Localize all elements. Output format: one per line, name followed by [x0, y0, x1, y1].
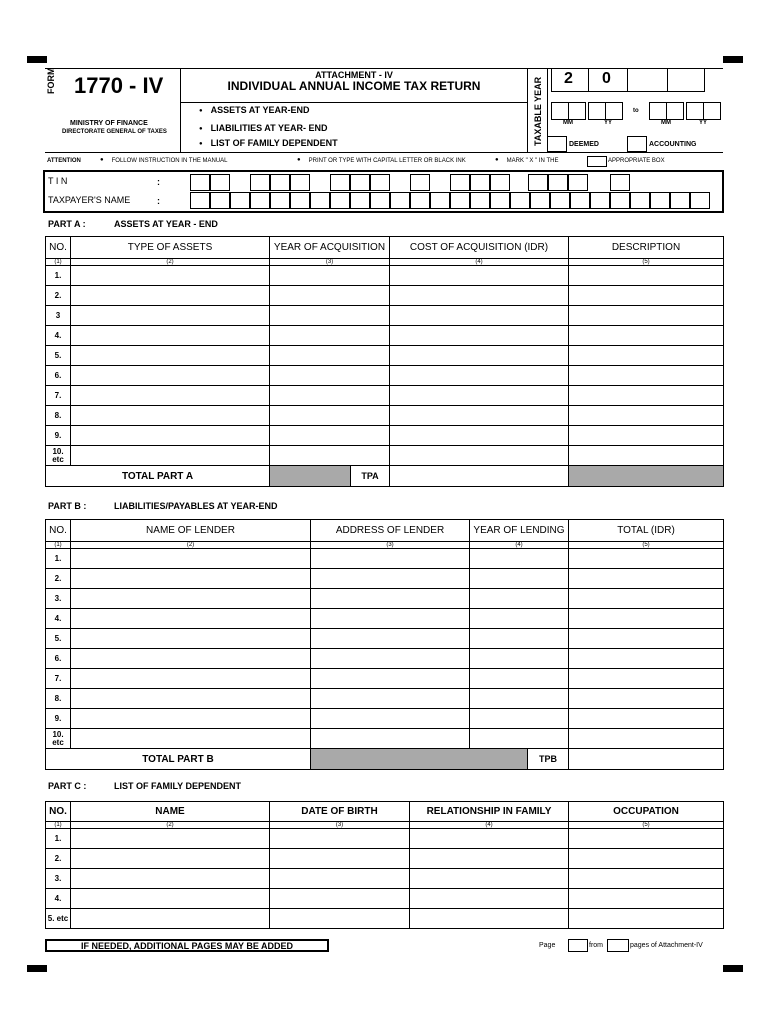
period-start-mm-box[interactable] — [551, 102, 569, 120]
year-digit-box[interactable] — [627, 68, 668, 92]
form-title: INDIVIDUAL ANNUAL INCOME TAX RETURN — [227, 79, 481, 93]
row-number: 9. — [46, 709, 71, 729]
tin-label: T I N — [48, 176, 68, 186]
table-row — [46, 366, 724, 386]
table-row — [46, 729, 724, 749]
table-row — [46, 829, 724, 849]
bullet-dependents: ● LIST OF FAMILY DEPENDENT — [199, 138, 338, 148]
table-cell[interactable] — [390, 326, 569, 346]
row-number: 8. — [46, 406, 71, 426]
name-char-box[interactable] — [650, 192, 670, 209]
tin-digit-box[interactable] — [450, 174, 470, 191]
table-cell[interactable] — [71, 689, 311, 709]
table-cell[interactable] — [390, 446, 569, 466]
table-cell[interactable] — [569, 889, 724, 909]
table-cell[interactable] — [569, 709, 724, 729]
attachment-label: ATTACHMENT - IV — [315, 70, 393, 80]
name-char-box[interactable] — [270, 192, 290, 209]
pages-of-label: pages of Attachment-IV — [630, 942, 703, 949]
table-cell[interactable] — [470, 729, 569, 749]
name-char-box[interactable] — [230, 192, 250, 209]
table-cell[interactable] — [270, 366, 390, 386]
table-cell[interactable] — [270, 909, 410, 929]
name-char-box[interactable] — [470, 192, 490, 209]
table-cell[interactable] — [71, 909, 270, 929]
registration-mark — [27, 965, 47, 972]
col-header-year-of-acquisition: YEAR OF ACQUISITION — [270, 237, 390, 259]
name-char-box[interactable] — [390, 192, 410, 209]
table-cell[interactable] — [470, 709, 569, 729]
table-cell[interactable] — [470, 569, 569, 589]
table-cell[interactable] — [311, 549, 470, 569]
table-cell[interactable] — [569, 426, 724, 446]
table-cell[interactable] — [311, 649, 470, 669]
total-part-b-value[interactable] — [569, 749, 724, 770]
table-cell[interactable] — [270, 869, 410, 889]
taxable-year-label: TAXABLE YEAR — [533, 76, 543, 146]
taxpayer-name-label: TAXPAYER'S NAME — [48, 195, 131, 205]
year-digit-box[interactable] — [667, 68, 705, 92]
table-row — [46, 386, 724, 406]
table-row — [46, 909, 724, 929]
table-cell[interactable] — [270, 446, 390, 466]
col-number: (4) — [470, 542, 569, 549]
row-number: 5. — [46, 629, 71, 649]
part-a-title: ASSETS AT YEAR - END — [114, 219, 218, 229]
row-number: 4. — [46, 609, 71, 629]
table-cell[interactable] — [311, 589, 470, 609]
header-divider — [180, 102, 527, 103]
table-cell[interactable] — [410, 829, 569, 849]
col-number: (3) — [311, 542, 470, 549]
table-cell[interactable] — [71, 266, 270, 286]
table-cell[interactable] — [390, 386, 569, 406]
name-char-box[interactable] — [630, 192, 650, 209]
table-cell[interactable] — [470, 629, 569, 649]
table-cell[interactable] — [390, 406, 569, 426]
col-number: (2) — [71, 822, 270, 829]
row-number: 6. — [46, 649, 71, 669]
table-row — [46, 549, 724, 569]
table-row — [46, 286, 724, 306]
table-cell[interactable] — [390, 286, 569, 306]
accounting-checkbox[interactable] — [627, 136, 647, 152]
table-cell[interactable] — [270, 829, 410, 849]
period-start-yy-box[interactable] — [605, 102, 623, 120]
table-row — [46, 849, 724, 869]
deemed-checkbox[interactable] — [547, 136, 567, 152]
col-number: (1) — [46, 542, 71, 549]
table-cell[interactable] — [569, 326, 724, 346]
tin-digit-box[interactable] — [350, 174, 370, 191]
tin-digit-box[interactable] — [610, 174, 630, 191]
table-row — [46, 326, 724, 346]
part-c-title: LIST OF FAMILY DEPENDENT — [114, 781, 242, 791]
table-cell[interactable] — [569, 909, 724, 929]
col-header-date-of-birth: DATE OF BIRTH — [270, 802, 410, 822]
col-header-cost-of-acquisition: COST OF ACQUISITION (IDR) — [390, 237, 569, 259]
period-end-yy-box[interactable] — [703, 102, 721, 120]
tin-digit-box[interactable] — [568, 174, 588, 191]
table-row — [46, 589, 724, 609]
col-number: (3) — [270, 822, 410, 829]
attention-item: ● FOLLOW INSTRUCTION IN THE MANUAL — [100, 158, 228, 164]
table-cell[interactable] — [470, 589, 569, 609]
table-cell[interactable] — [71, 709, 311, 729]
table-cell[interactable] — [311, 689, 470, 709]
col-number: (3) — [270, 259, 390, 266]
row-number: 9. — [46, 426, 71, 446]
table-row — [46, 346, 724, 366]
col-number: (5) — [569, 259, 724, 266]
table-cell[interactable] — [71, 609, 311, 629]
table-cell[interactable] — [470, 669, 569, 689]
col-number: (2) — [71, 542, 311, 549]
name-char-box[interactable] — [450, 192, 470, 209]
name-char-box[interactable] — [690, 192, 710, 209]
table-cell[interactable] — [569, 406, 724, 426]
period-start-mm-box[interactable] — [568, 102, 586, 120]
liabilities-table — [45, 519, 724, 770]
total-part-a-value[interactable] — [390, 466, 569, 487]
col-header-no: NO. — [46, 237, 71, 259]
table-cell[interactable] — [410, 909, 569, 929]
row-number: 6. — [46, 366, 71, 386]
table-cell[interactable] — [390, 366, 569, 386]
table-row — [46, 266, 724, 286]
table-row — [46, 669, 724, 689]
row-number: 10. etc — [46, 729, 71, 749]
table-cell[interactable] — [470, 689, 569, 709]
table-cell[interactable] — [569, 849, 724, 869]
sample-checkbox — [587, 156, 607, 167]
table-row — [46, 649, 724, 669]
registration-mark — [723, 56, 743, 63]
table-cell[interactable] — [569, 549, 724, 569]
col-header-no: NO. — [46, 520, 71, 542]
table-row — [46, 689, 724, 709]
tin-digit-box[interactable] — [210, 174, 230, 191]
table-cell[interactable] — [71, 889, 270, 909]
table-row — [46, 426, 724, 446]
tin-digit-box[interactable] — [250, 174, 270, 191]
col-number: (5) — [569, 822, 724, 829]
table-cell[interactable] — [270, 406, 390, 426]
name-char-box[interactable] — [250, 192, 270, 209]
registration-mark — [723, 965, 743, 972]
shaded-cell — [311, 749, 528, 769]
name-char-box[interactable] — [350, 192, 370, 209]
assets-table — [45, 236, 724, 487]
additional-pages-note: IF NEEDED, ADDITIONAL PAGES MAY BE ADDED — [45, 939, 329, 952]
from-label: from — [589, 942, 603, 949]
col-number: (1) — [46, 822, 71, 829]
name-char-box[interactable] — [410, 192, 430, 209]
table-cell[interactable] — [569, 386, 724, 406]
table-row — [46, 869, 724, 889]
accounting-label: ACCOUNTING — [649, 141, 697, 148]
table-cell[interactable] — [71, 426, 270, 446]
table-cell[interactable] — [71, 829, 270, 849]
page-number-box[interactable] — [568, 939, 588, 952]
table-row — [46, 569, 724, 589]
row-number: 4. — [46, 326, 71, 346]
row-number: 1. — [46, 266, 71, 286]
table-cell[interactable] — [71, 306, 270, 326]
total-part-a-label: TOTAL PART A — [46, 466, 270, 487]
col-header-description: DESCRIPTION — [569, 237, 724, 259]
table-cell[interactable] — [270, 386, 390, 406]
table-cell[interactable] — [71, 386, 270, 406]
table-cell[interactable] — [390, 266, 569, 286]
part-b-title: LIABILITIES/PAYABLES AT YEAR-END — [114, 501, 278, 511]
table-row — [46, 889, 724, 909]
tpb-code: TPB — [539, 754, 557, 764]
row-number: 3 — [46, 306, 71, 326]
table-row — [46, 709, 724, 729]
table-cell[interactable] — [470, 549, 569, 569]
table-row — [46, 609, 724, 629]
table-cell[interactable] — [569, 669, 724, 689]
mm-label: MM — [661, 120, 671, 126]
part-b-code: PART B : — [48, 501, 87, 511]
table-cell[interactable] — [270, 426, 390, 446]
attention-item: APPROPRIATE BOX — [608, 158, 665, 164]
col-number: (4) — [390, 259, 569, 266]
tin-digit-box[interactable] — [270, 174, 290, 191]
table-cell[interactable] — [470, 609, 569, 629]
col-header-year-of-lending: YEAR OF LENDING — [470, 520, 569, 542]
shaded-cell — [569, 466, 724, 487]
col-header-total: TOTAL (IDR) — [569, 520, 724, 542]
table-cell[interactable] — [71, 729, 311, 749]
bullet-liabilities: ● LIABILITIES AT YEAR- END — [199, 123, 327, 133]
table-cell[interactable] — [569, 286, 724, 306]
period-end-mm-box[interactable] — [649, 102, 667, 120]
table-cell[interactable] — [311, 629, 470, 649]
table-cell[interactable] — [71, 366, 270, 386]
col-header-name-of-lender: NAME OF LENDER — [71, 520, 311, 542]
directorate-name: DIRECTORATE GENERAL OF TAXES — [62, 129, 167, 135]
table-cell[interactable] — [71, 326, 270, 346]
row-number: 3. — [46, 869, 71, 889]
table-cell[interactable] — [71, 669, 311, 689]
table-cell[interactable] — [410, 849, 569, 869]
table-cell[interactable] — [71, 406, 270, 426]
table-cell[interactable] — [311, 729, 470, 749]
tin-digit-box[interactable] — [490, 174, 510, 191]
name-char-box[interactable] — [330, 192, 350, 209]
bullet-assets: ● ASSETS AT YEAR-END — [199, 105, 309, 115]
name-colon: : — [157, 196, 160, 206]
row-number: 2. — [46, 286, 71, 306]
table-cell[interactable] — [569, 629, 724, 649]
table-cell[interactable] — [270, 306, 390, 326]
row-number: 7. — [46, 386, 71, 406]
table-cell[interactable] — [569, 829, 724, 849]
table-cell[interactable] — [569, 306, 724, 326]
total-part-b-label: TOTAL PART B — [46, 749, 311, 770]
row-number: 4. — [46, 889, 71, 909]
name-char-box[interactable] — [550, 192, 570, 209]
col-header-name: NAME — [71, 802, 270, 822]
row-number: 1. — [46, 829, 71, 849]
table-cell[interactable] — [569, 589, 724, 609]
row-number: 10. etc — [46, 446, 71, 466]
row-number: 2. — [46, 569, 71, 589]
attention-label: ATTENTION — [47, 158, 81, 164]
name-char-box[interactable] — [610, 192, 630, 209]
table-cell[interactable] — [71, 569, 311, 589]
period-end-mm-box[interactable] — [666, 102, 684, 120]
row-number: 1. — [46, 549, 71, 569]
yy-label: YY — [699, 120, 708, 126]
name-char-box[interactable] — [210, 192, 230, 209]
col-number: (4) — [410, 822, 569, 829]
table-cell[interactable] — [390, 426, 569, 446]
name-char-box[interactable] — [310, 192, 330, 209]
name-char-box[interactable] — [190, 192, 210, 209]
table-row — [46, 406, 724, 426]
table-cell[interactable] — [71, 869, 270, 889]
table-cell[interactable] — [270, 889, 410, 909]
col-header-address-of-lender: ADDRESS OF LENDER — [311, 520, 470, 542]
ministry-name: MINISTRY OF FINANCE — [70, 120, 148, 127]
tin-digit-box[interactable] — [548, 174, 568, 191]
tin-digit-box[interactable] — [410, 174, 430, 191]
table-cell[interactable] — [569, 869, 724, 889]
table-cell[interactable] — [569, 689, 724, 709]
table-cell[interactable] — [311, 609, 470, 629]
yy-label: YY — [604, 120, 613, 126]
table-row — [46, 629, 724, 649]
name-char-box[interactable] — [530, 192, 550, 209]
year-digit: 0 — [602, 70, 611, 87]
table-cell[interactable] — [569, 346, 724, 366]
name-char-box[interactable] — [370, 192, 390, 209]
period-end-yy-box[interactable] — [686, 102, 704, 120]
table-cell[interactable] — [569, 569, 724, 589]
dependents-table — [45, 801, 724, 929]
tin-digit-box[interactable] — [330, 174, 350, 191]
page-label: Page — [539, 942, 556, 949]
registration-mark — [27, 56, 47, 63]
col-header-no: NO. — [46, 802, 71, 822]
table-cell[interactable] — [390, 306, 569, 326]
form-number: 1770 - IV — [74, 73, 164, 98]
name-char-box[interactable] — [290, 192, 310, 209]
table-cell[interactable] — [569, 446, 724, 466]
table-cell[interactable] — [410, 869, 569, 889]
table-cell[interactable] — [390, 346, 569, 366]
row-number: 7. — [46, 669, 71, 689]
tpa-code: TPA — [361, 471, 379, 481]
table-cell[interactable] — [569, 649, 724, 669]
part-c-code: PART C : — [48, 781, 87, 791]
table-cell[interactable] — [71, 849, 270, 869]
part-a-code: PART A : — [48, 219, 86, 229]
col-header-occupation: OCCUPATION — [569, 802, 724, 822]
col-number: (5) — [569, 542, 724, 549]
table-cell[interactable] — [71, 346, 270, 366]
table-cell[interactable] — [71, 446, 270, 466]
tin-digit-box[interactable] — [290, 174, 310, 191]
table-cell[interactable] — [569, 729, 724, 749]
table-row — [46, 306, 724, 326]
table-cell[interactable] — [71, 589, 311, 609]
attention-item: ● MARK " X " IN THE — [495, 158, 558, 164]
table-cell[interactable] — [270, 326, 390, 346]
name-char-box[interactable] — [570, 192, 590, 209]
table-cell[interactable] — [569, 609, 724, 629]
col-number: (1) — [46, 259, 71, 266]
total-pages-box[interactable] — [607, 939, 629, 952]
row-number: 3. — [46, 589, 71, 609]
attention-item: ● PRINT OR TYPE WITH CAPITAL LETTER OR BLACK INK — [297, 158, 466, 164]
table-cell[interactable] — [71, 649, 311, 669]
name-char-box[interactable] — [490, 192, 510, 209]
table-cell[interactable] — [71, 629, 311, 649]
name-char-box[interactable] — [590, 192, 610, 209]
col-header-relationship: RELATIONSHIP IN FAMILY — [410, 802, 569, 822]
row-number: 5. etc — [46, 909, 71, 929]
tin-digit-box[interactable] — [370, 174, 390, 191]
table-cell[interactable] — [270, 849, 410, 869]
table-cell[interactable] — [71, 549, 311, 569]
row-number: 5. — [46, 346, 71, 366]
name-char-box[interactable] — [430, 192, 450, 209]
table-cell[interactable] — [410, 889, 569, 909]
table-cell[interactable] — [71, 286, 270, 306]
name-char-box[interactable] — [670, 192, 690, 209]
form-label: FORM — [46, 67, 56, 94]
table-cell[interactable] — [569, 366, 724, 386]
table-cell[interactable] — [569, 266, 724, 286]
row-number: 2. — [46, 849, 71, 869]
table-cell[interactable] — [270, 266, 390, 286]
to-label: to — [633, 108, 639, 114]
table-cell[interactable] — [470, 649, 569, 669]
table-cell[interactable] — [270, 346, 390, 366]
deemed-label: DEEMED — [569, 141, 599, 148]
year-digit: 2 — [564, 70, 573, 87]
row-number: 8. — [46, 689, 71, 709]
table-cell[interactable] — [270, 286, 390, 306]
period-start-yy-box[interactable] — [588, 102, 606, 120]
table-cell[interactable] — [311, 709, 470, 729]
tin-colon: : — [157, 177, 160, 187]
name-char-box[interactable] — [510, 192, 530, 209]
col-number: (2) — [71, 259, 270, 266]
col-header-type-of-assets: TYPE OF ASSETS — [71, 237, 270, 259]
shaded-cell — [270, 466, 351, 486]
table-row — [46, 446, 724, 466]
mm-label: MM — [563, 120, 573, 126]
tin-digit-box[interactable] — [190, 174, 210, 191]
tin-digit-box[interactable] — [528, 174, 548, 191]
header-bottom-rule — [45, 152, 723, 153]
tin-digit-box[interactable] — [470, 174, 490, 191]
table-cell[interactable] — [311, 669, 470, 689]
table-cell[interactable] — [311, 569, 470, 589]
